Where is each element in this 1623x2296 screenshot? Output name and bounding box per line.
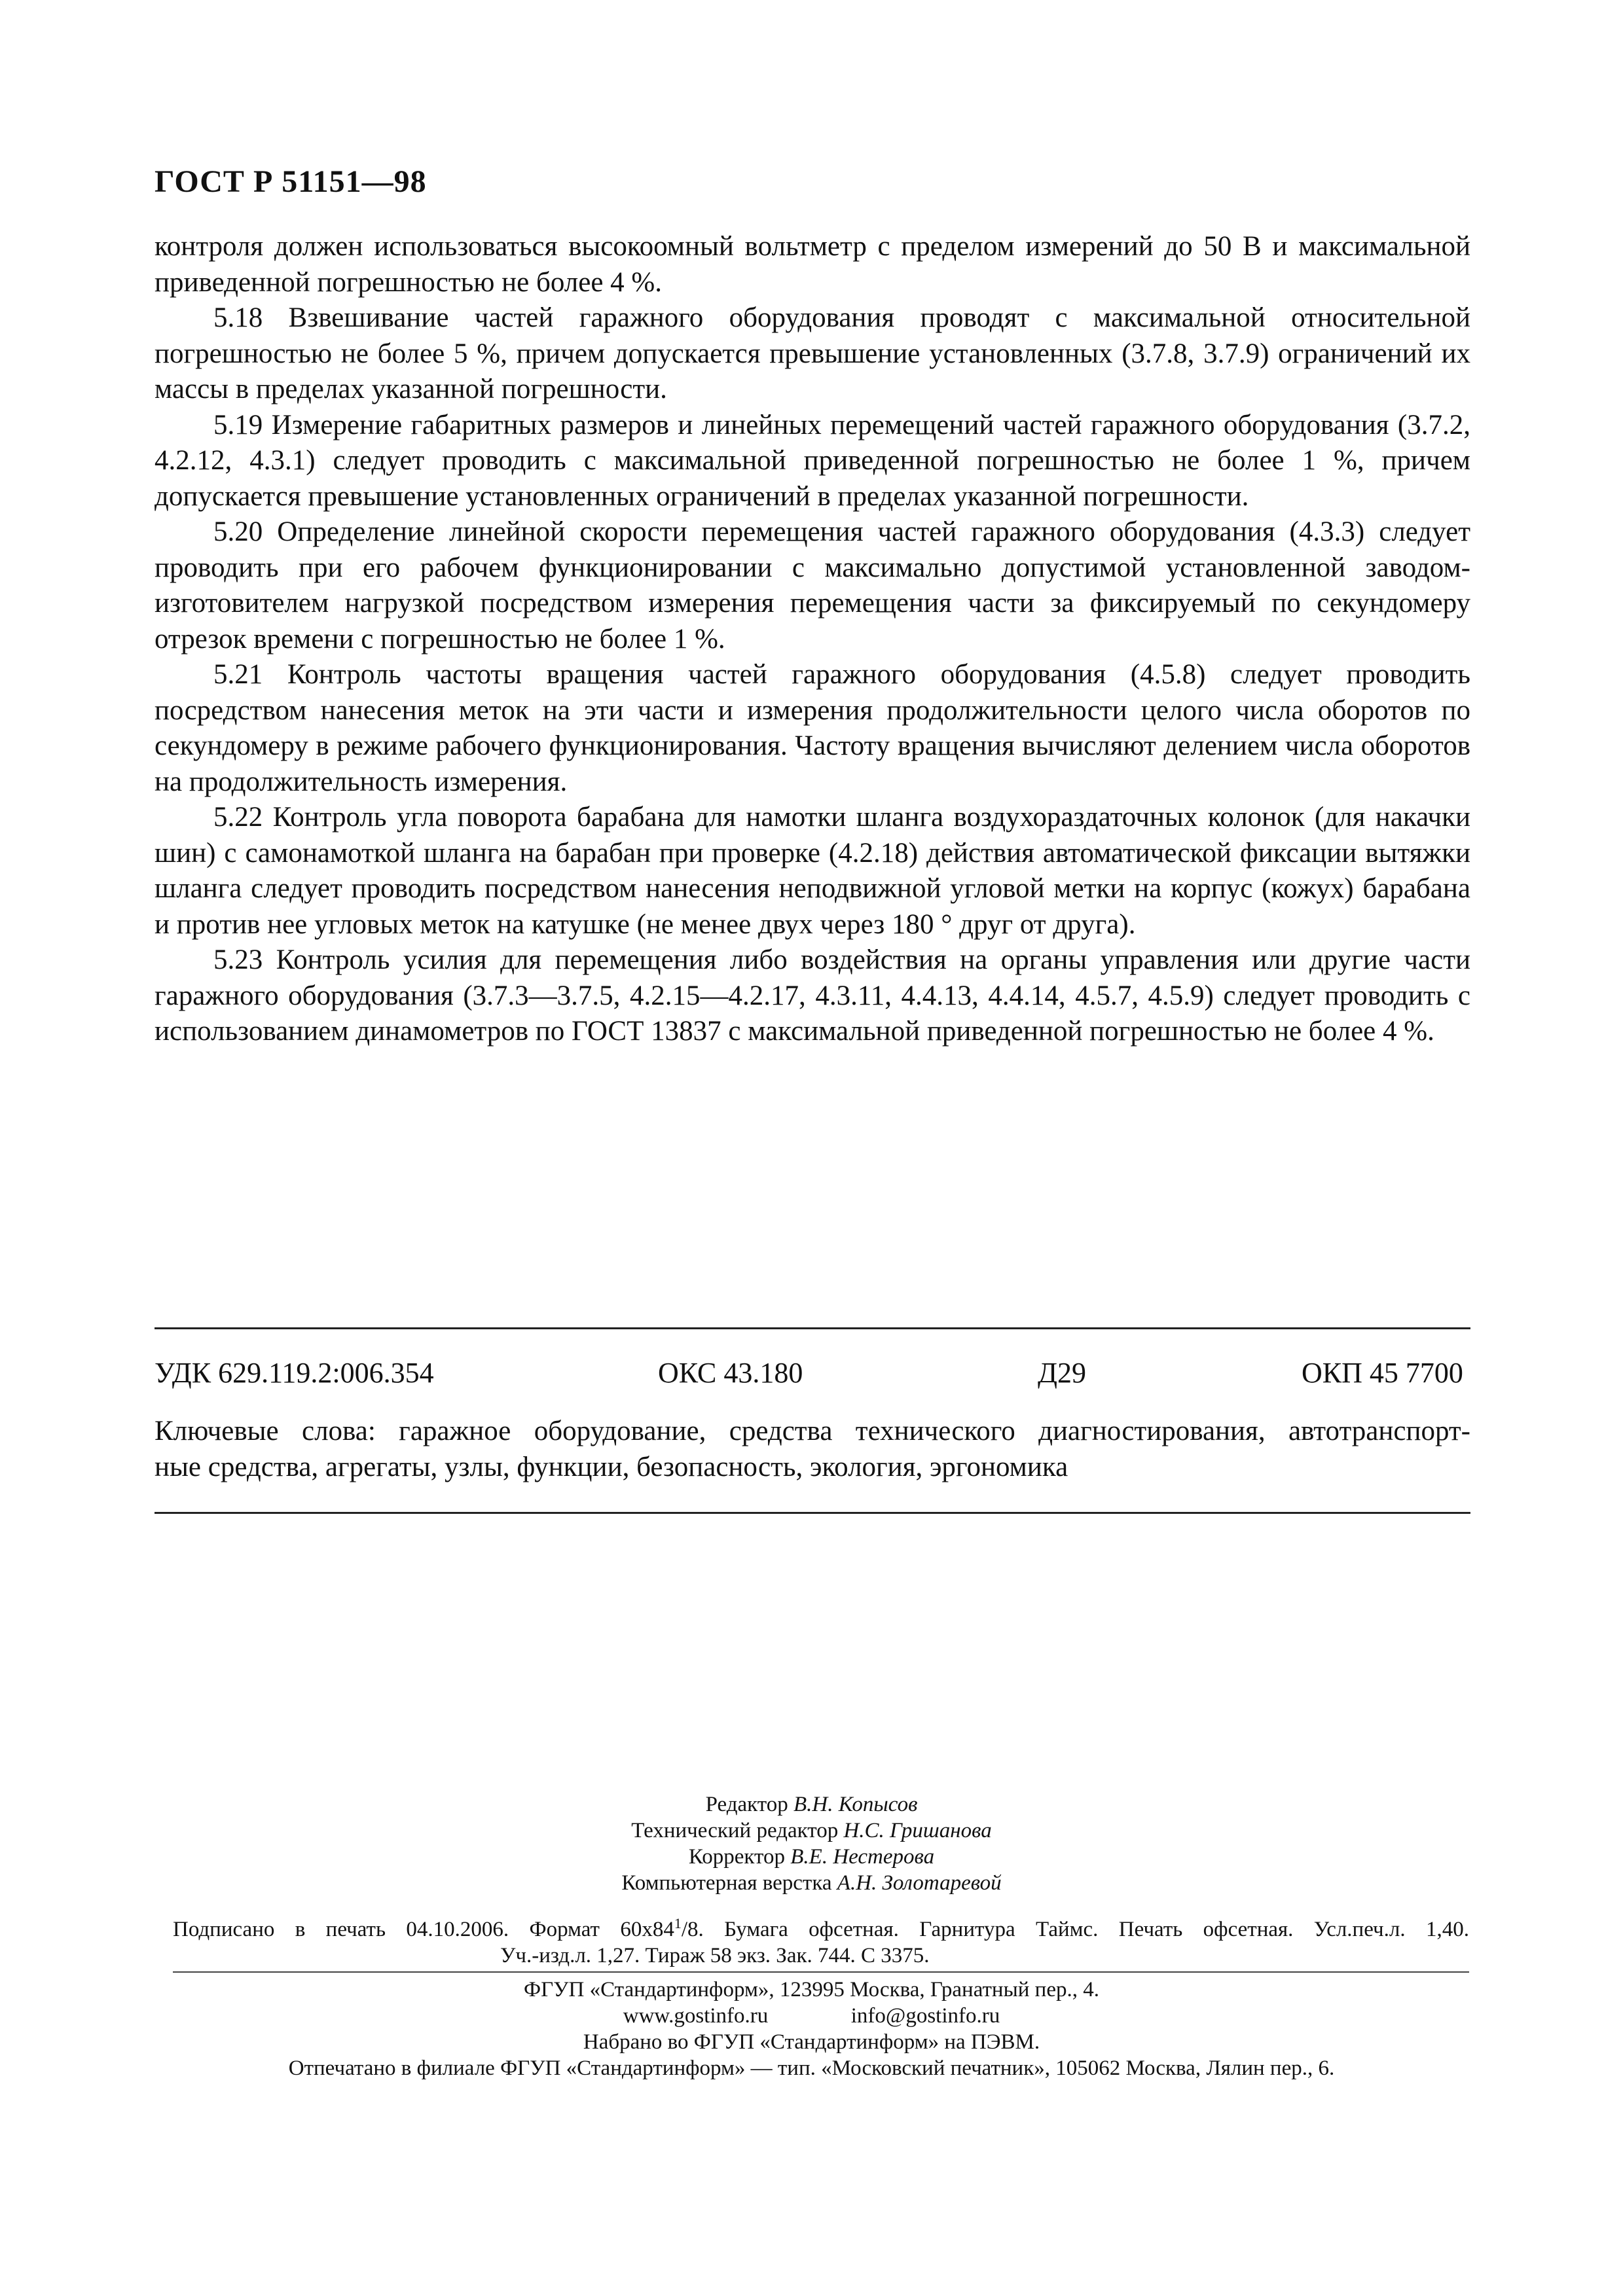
imprint-line-2: Уч.-изд.л. 1,27. Тираж 58 экз. Зак. 744. С 3375. [500, 1944, 930, 1967]
udk-code: УДК 629.119.2:006.354 [155, 1357, 434, 1389]
tech-editor-name: Н.С. Гришанова [843, 1819, 992, 1842]
divider-top [155, 1327, 1470, 1329]
divider-bottom [155, 1512, 1470, 1514]
credit-layout: Компьютерная верстка А.Н. Золотаревой [621, 1871, 1002, 1895]
paragraph-5-18: 5.18 Взвешивание частей гаражного оборудования проводят с максимальной относительной погрешностью не более 5 %, причем допускается превышение установленных (3.7.8, 3.7.9) ограничений их массы в пределах указанной погрешности. [155, 302, 1470, 404]
imprint-divider [173, 1971, 1469, 1973]
paragraph-5-22: 5.22 Контроль угла поворота барабана для намотки шланга воздухораздаточных колонок (для накачки шин) с самонамоткой шланга на барабан при проверке (4.2.18) действия автоматической фиксации вытяжки шланга следует проводить посредством нанесения неподвижной угловой метки на корпус (кожух) барабана и против нее угловых меток на катушке (не менее двух через 180 ° друг от друга). [155, 802, 1470, 940]
credits-block [0, 1791, 1623, 1896]
credit-corrector: Корректор В.Е. Нестерова [688, 1845, 935, 1869]
website[interactable]: www.gostinfo.ru [623, 2004, 769, 2028]
credit-tech-editor: Технический редактор Н.С. Гришанова [631, 1819, 992, 1842]
keywords-line-2: ные средства, агрегаты, узлы, функции, безопасность, экология, эргономика [155, 1451, 1068, 1482]
okp-code: ОКП 45 7700 [1302, 1357, 1463, 1389]
paragraph-5-19: 5.19 Измерение габаритных размеров и линейных перемещений частей гаражного оборудования (3.7.2, 4.2.12, 4.3.1) следует проводить с максимальной приведенной погрешностью не более 1 %, причем допускается превышение установленных ограничений в пределах указанной погрешности. [155, 409, 1470, 512]
paragraph-continuation: контроля должен использоваться высокоомный вольтметр с пределом измерений до 50 В и максимальной приведенной погрешностью не более 4 %. [155, 231, 1470, 298]
group-code: Д29 [1038, 1357, 1087, 1389]
document-header: ГОСТ Р 51151—98 [155, 164, 427, 199]
layout-name: А.Н. Золотаревой [837, 1871, 1002, 1895]
oks-code: ОКС 43.180 [658, 1357, 803, 1389]
corrector-name: В.Е. Нестерова [790, 1845, 935, 1869]
paragraph-5-20: 5.20 Определение линейной скорости перемещения частей гаражного оборудования (4.3.3) следует проводить при его рабочем функционировании с максимально допустимой установленной заводом-изготовителем нагрузкой посредством измерения перемещения части за фиксируемый по секундомеру отрезок времени с погрешностью не более 1 %. [155, 516, 1470, 655]
editor-name: В.Н. Копысов [793, 1793, 918, 1816]
keywords-line-1: Ключевые слова: гаражное оборудование, средства технического диагностирования, автотранспорт- [155, 1416, 1470, 1446]
body-text [155, 229, 1470, 1050]
paragraph-5-21: 5.21 Контроль частоты вращения частей гаражного оборудования (4.5.8) следует проводить посредством нанесения меток на эти части и измерения продолжительности целого числа оборотов по секундомеру в режиме рабочего функционирования. Частоту вращения вычисляют делением числа оборотов на продолжительность измерения. [155, 659, 1470, 797]
credit-editor: Редактор В.Н. Копысов [705, 1793, 918, 1816]
typeset-info: Набрано во ФГУП «Стандартинформ» на ПЭВМ. [583, 2030, 1040, 2054]
email[interactable]: info@gostinfo.ru [850, 2004, 1000, 2028]
printed-info: Отпечатано в филиале ФГУП «Стандартинформ» — тип. «Московский печатник», 105062 Москва, Лялин пер., 6. [288, 2056, 1335, 2080]
keywords [155, 1414, 1470, 1485]
publisher-contacts [0, 2003, 1623, 2029]
paragraph-5-23: 5.23 Контроль усилия для перемещения либо воздействия на органы управления или другие части гаражного оборудования (3.7.3—3.7.5, 4.2.15—4.2.17, 4.3.11, 4.4.13, 4.4.14, 4.5.7, 4.5.9) следует проводить с использованием динамометров по ГОСТ 13837 с максимальной приведенной погрешностью не более 4 %. [155, 944, 1470, 1047]
publisher-block [0, 1977, 1623, 2081]
imprint-signed: Подписано в печать 04.10.2006. Формат $60х84^1/8$. Бумага офсетная. Гарнитура Таймс. Печать офсетная. Усл.печ.л. 1,40. [173, 1915, 1469, 1941]
publisher-address: ФГУП «Стандартинформ», 123995 Москва, Гранатный пер., 4. [524, 1978, 1099, 2001]
